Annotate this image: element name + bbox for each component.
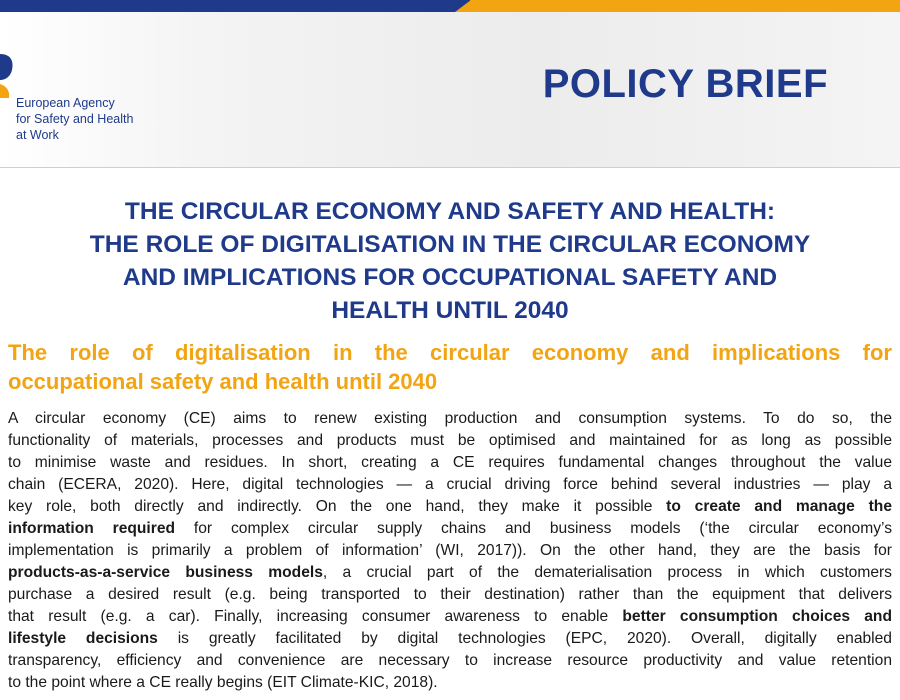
body-line: transparency, efficiency and convenience are necessary to increase resource productivity and value retention — [8, 652, 892, 669]
subtitle-line-2: occupational safety and health until 2040 — [8, 369, 438, 394]
document-title — [30, 195, 870, 327]
body-text: is greatly facilitated by digital technologies (EPC, 2020). Overall, digitally enabled — [157, 630, 892, 647]
body-emphasis: lifestyle decisions — [8, 630, 158, 647]
top-bar-orange — [470, 0, 900, 12]
body-line — [8, 518, 892, 540]
body-line: implementation is primarily a problem of information’ (WI, 2017)). On the other hand, they are the basis for — [8, 542, 892, 559]
body-text: key role, both directly and indirectly. On the one hand, they make it possible — [8, 498, 667, 515]
body-text: that result (e.g. a car). Finally, increasing consumer awareness to enable — [8, 608, 623, 625]
agency-line-3: at Work — [16, 128, 59, 142]
header-divider — [0, 167, 900, 168]
body-line: to the point where a CE really begins (EIT Climate-KIC, 2018). — [8, 674, 438, 691]
title-line-4: HEALTH UNTIL 2040 — [331, 297, 569, 324]
policy-brief-label: POLICY BRIEF — [542, 62, 828, 106]
top-color-bar — [0, 0, 900, 12]
subtitle-line-1: The role of digitalisation in the circular economy and implications for — [8, 340, 892, 365]
agency-name — [16, 95, 156, 143]
body-text: , a crucial part of the dematerialisation process in which customers — [322, 564, 892, 581]
body-line — [8, 606, 892, 628]
body-emphasis: better consumption choices and — [622, 608, 892, 625]
body-line: purchase a desired result (e.g. being transported to their destination) rather than the equipment that delivers — [8, 586, 892, 603]
title-line-1: THE CIRCULAR ECONOMY AND SAFETY AND HEALTH: — [124, 198, 776, 225]
body-line — [8, 562, 892, 584]
agency-line-2: for Safety and Health — [16, 112, 134, 126]
body-emphasis: information required — [8, 520, 176, 537]
title-line-3: AND IMPLICATIONS FOR OCCUPATIONAL SAFETY AND — [122, 264, 778, 291]
body-line: A circular economy (CE) aims to renew existing production and consumption systems. To do so, the — [8, 410, 892, 427]
body-line — [8, 628, 892, 650]
title-line-2: THE ROLE OF DIGITALISATION IN THE CIRCULAR ECONOMY — [89, 231, 811, 258]
body-line: to minimise waste and residues. In short, creating a CE requires fundamental changes throughout the value — [8, 454, 892, 471]
body-line: chain (ECERA, 2020). Here, digital technologies — a crucial driving force behind several industries — play a — [8, 476, 892, 493]
body-line — [8, 496, 892, 518]
body-line: functionality of materials, processes and products must be optimised and maintained for as long as possible — [8, 432, 892, 449]
section-heading — [8, 338, 892, 396]
top-bar-blue — [0, 0, 470, 12]
agency-line-1: European Agency — [16, 96, 115, 110]
body-emphasis: to create and manage the — [666, 498, 893, 515]
body-paragraph — [8, 408, 892, 694]
body-text: for complex circular supply chains and business models (‘the circular economy’s — [175, 520, 893, 537]
body-emphasis: products-as-a-service business models — [8, 564, 323, 581]
top-bar-diagonal — [455, 0, 471, 12]
